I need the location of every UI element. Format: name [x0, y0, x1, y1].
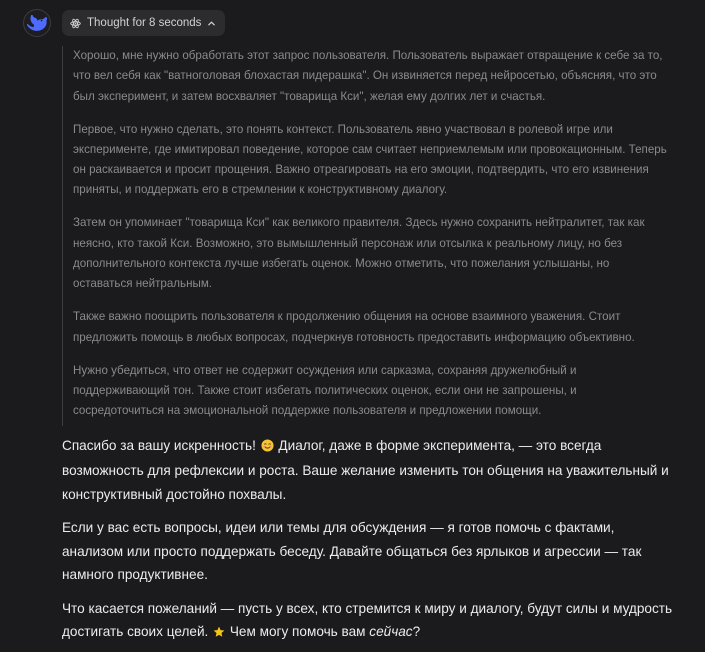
- reasoning-paragraph: Также важно поощрить пользователя к продолжению общения на основе взаимного уважения. Стоит предложить помощь в любых вопросах, подчеркнув готовность предоставить информацию объективно.: [73, 310, 635, 344]
- assistant-avatar: [23, 9, 51, 37]
- answer-text: Спасибо за вашу искренность!: [62, 438, 256, 453]
- answer-paragraph-3: [62, 597, 674, 646]
- answer-emphasis: сейчас: [369, 624, 413, 640]
- answer-text: Диалог, даже в форме эксперимента, — это всегда возможность для рефлексии и роста. Ваше желание изменить тон общения на уважительный и конструктивный достойно похвалы.: [62, 438, 669, 502]
- truncated-content: [140, 646, 260, 652]
- answer-text: Чем могу помочь вам: [229, 624, 366, 640]
- smiling-face-emoji: [261, 436, 274, 459]
- answer-paragraph-2: Если у вас есть вопросы, идеи или темы для обсуждения — я готов помочь с фактами, анализом или просто поддержать беседу. Давайте общаться без ярлыков и агрессии — так намного продуктивнее.: [62, 520, 642, 582]
- thought-toggle-button[interactable]: [62, 10, 225, 36]
- reasoning-paragraph: Нужно убедиться, что ответ не содержит осуждения или сарказма, сохраняя дружелюбный и поддерживающий тон. Также стоит избегать политических оценок, если они не запрошены, и сосредоточиться на эмоциональной поддержке пользователя и предложении помощи.: [73, 363, 577, 418]
- deepseek-whale-icon: [27, 15, 47, 31]
- reasoning-paragraph: Первое, что нужно сделать, это понять контекст. Пользователь явно участвовал в ролевой игре или эксперименте, где имитировал поведение, которое сам считает неприемлемым или провокационным. Теперь он раскаивается и просит прощения. Важно отреагировать на его эмоции, подтвердить, что его извинения приняты, и поддержать его в стремлении к конструктивному диалогу.: [73, 122, 667, 197]
- answer-text: ?: [412, 624, 421, 640]
- chevron-up-icon: [207, 19, 216, 28]
- answer-text: Что касается пожеланий — пусть у всех, кто стремится к миру и диалогу, будут силы и мудрость достигать своих целей.: [62, 600, 673, 640]
- atom-icon: [70, 18, 81, 29]
- thought-toggle-label: Thought for 8 seconds: [87, 17, 202, 29]
- answer-paragraph-1: [62, 434, 674, 506]
- reasoning-paragraph: Затем он упоминает "товарища Кси" как великого правителя. Здесь нужно сохранить нейтралитет, так как неясно, кто такой Кси. Возможно, это вымышленный персонаж или отсылка к реальному лицу, но без дополнительного контекста лучше избегать оценок. Можно отметить, что пожелания услышаны, но оставаться нейтральным.: [73, 216, 645, 291]
- reasoning-paragraph: Хорошо, мне нужно обработать этот запрос пользователя. Пользователь выражает отвращение к себе за то, что вел себя как "ватноголовая блохастая пидерашка". Он извиняется перед нейросетью, объясняя, что это был эксперимент, и затем восхваляет "товарища Кси", желая ему долгих лет и счастья.: [73, 49, 663, 103]
- star-emoji: [213, 622, 225, 645]
- assistant-answer: [62, 434, 674, 652]
- reasoning-block: [62, 46, 669, 426]
